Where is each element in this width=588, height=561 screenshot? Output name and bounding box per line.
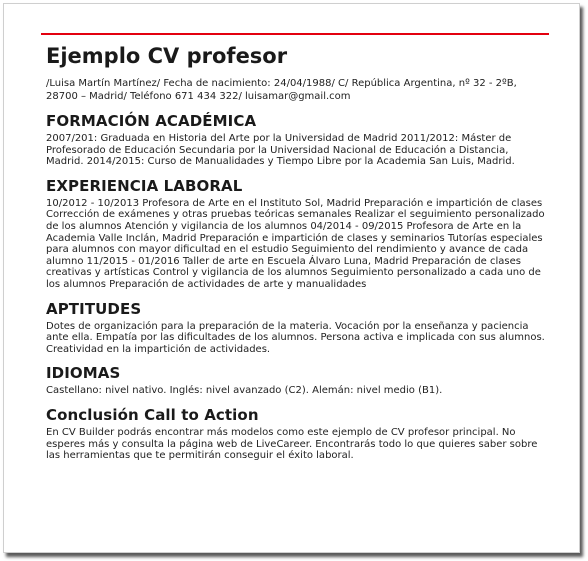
cv-content [46, 38, 548, 462]
section-heading: Conclusión Call to Action [46, 405, 259, 424]
contact-details: /Luisa Martín Martínez/ Fecha de nacimiento: 24/04/1988/ C/ República Argentina, nº 32 - 2ºB, 28700 – Madrid/ Teléfono 671 434 322/ luisamar@gmail.com [46, 78, 517, 102]
section-formacion-academica [46, 111, 548, 168]
section-body: Dotes de organización para la preparación de la materia. Vocación por la enseñanza y paciencia ante ella. Empatía por las dificultades de los alumnos. Persona activa e implicada con sus alumnos. Creatividad en la impartición de actividades. [46, 320, 545, 355]
header-accent-line [41, 33, 549, 35]
section-heading: IDIOMAS [46, 364, 121, 383]
section-heading: FORMACIÓN ACADÉMICA [46, 112, 257, 130]
section-body: Castellano: nivel nativo. Inglés: nivel avanzado (C2). Alemán: nivel medio (B1). [46, 385, 443, 397]
section-body: 10/2012 - 10/2013 Profesora de Arte en el Instituto Sol, Madrid Preparación e impartición de clases Corrección de exámenes y otras pruebas teóricas semanales Realizar el seguimiento personalizado de los alumnos Atención y vigilancia de los alumnos 04/2014 - 09/2015 Profesora de Arte en la Academia Valle Inclán, Madrid Preparación e impartición de clases y seminarios Tutorías especiales para alumnos con mayor dificultad en el estudio Seguimiento del rendimiento y avance de cada alumno 11/2015 - 01/2016 Taller de arte en Escuela Álvaro Luna, Madrid Preparación de clases creativas y artísticas Control y vigilancia de los alumnos Seguimiento personalizado a cada uno de los alumnos Preparación de actividades de arte y manualidades [46, 197, 545, 290]
section-heading: APTITUDES [46, 299, 142, 318]
section-experiencia-laboral [46, 176, 548, 291]
section-aptitudes [46, 299, 548, 356]
section-body: 2007/201: Graduada en Historia del Arte por la Universidad de Madrid 2011/2012: Máster de Profesorado de Educación Secundaria por la Universidad Nacional de Educación a Distancia, Madrid. 2014/2015: Curso de Manualidades y Tiempo Libre por la Academia San Luis, Madrid. [46, 133, 515, 168]
section-conclusion [46, 405, 548, 462]
section-heading: EXPERIENCIA LABORAL [46, 176, 243, 195]
section-idiomas [46, 363, 548, 397]
section-body: En CV Builder podrás encontrar más modelos como este ejemplo de CV profesor principal. No esperes más y consulta la página web de LiveCareer. Encontrarás todo lo que quieres saber sobre las herramientas que te permitirán conseguir el éxito laboral. [46, 426, 538, 462]
cv-title: Ejemplo CV profesor [46, 44, 288, 68]
cv-document [3, 3, 580, 553]
